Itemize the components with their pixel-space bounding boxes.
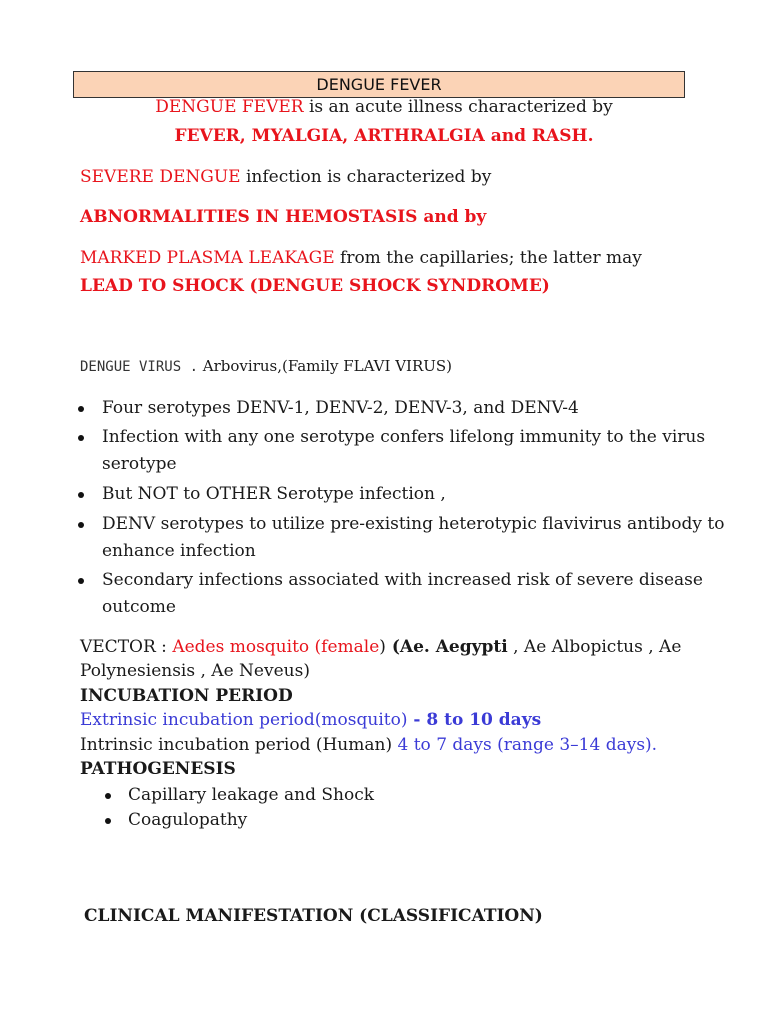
- document-title: DENGUE FEVER: [73, 71, 685, 98]
- dengue-virus-line: [80, 357, 452, 375]
- intrinsic-label: Intrinsic incubation period (Human): [80, 735, 398, 755]
- plasma-leakage-label: MARKED PLASMA LEAKAGE: [80, 248, 341, 268]
- severe-dengue-text: infection is characterized by: [240, 167, 492, 187]
- vector-species: Aedes mosquito (female: [172, 637, 380, 657]
- intro-dengue-fever: DENGUE FEVER: [155, 97, 304, 117]
- incubation-heading: INCUBATION PERIOD: [80, 686, 293, 706]
- extrinsic-incubation: [80, 710, 541, 730]
- vector-line: VECTOR : Aedes mosquito (female) (Ae. Aegypti , Ae Albopictus , Ae: [80, 637, 682, 657]
- vector-others: , Ae Albopictus , Ae: [507, 637, 682, 657]
- extrinsic-label: Extrinsic incubation period(mosquito): [80, 710, 408, 730]
- hemostasis-line: ABNORMALITIES IN HEMOSTASIS and by: [80, 207, 487, 227]
- intro-symptoms: FEVER, MYALGIA, ARTHRALGIA and RASH.: [174, 126, 594, 146]
- dengue-virus-label: DENGUE VIRUS .: [80, 359, 199, 375]
- extrinsic-value: - 8 to 10 days: [407, 710, 542, 730]
- vector-label: VECTOR :: [80, 637, 173, 657]
- shock-line: LEAD TO SHOCK (DENGUE SHOCK SYNDROME): [80, 276, 550, 296]
- list-item: DENV serotypes to utilize pre-existing heterotypic flavivirus antibody to enhance infection: [78, 511, 728, 565]
- severe-dengue-line: [80, 167, 491, 187]
- list-item: But NOT to OTHER Serotype infection ,: [78, 481, 728, 508]
- plasma-leakage-line: [80, 248, 642, 268]
- pathogenesis-heading: PATHOGENESIS: [80, 759, 236, 779]
- list-item: Coagulopathy: [105, 808, 247, 833]
- dengue-virus-family: Arbovirus,(Family FLAVI VIRUS): [198, 357, 453, 375]
- intrinsic-value: 4 to 7 days (range 3–14 days).: [397, 735, 658, 755]
- intro-text: is an acute illness characterized by: [303, 97, 613, 117]
- vector-aegypti: (Ae. Aegypti: [385, 637, 508, 657]
- vector-line-2: Polynesiensis , Ae Neveus): [80, 661, 310, 681]
- intrinsic-incubation: [80, 735, 657, 755]
- list-item: Capillary leakage and Shock: [105, 783, 374, 808]
- severe-dengue-label: SEVERE DENGUE: [80, 167, 241, 187]
- list-item: Four serotypes DENV-1, DENV-2, DENV-3, and DENV-4: [78, 395, 728, 422]
- list-item: Secondary infections associated with increased risk of severe disease outcome: [78, 567, 728, 621]
- intro-line-1: [0, 97, 768, 117]
- plasma-leakage-text: from the capillaries; the latter may: [340, 248, 642, 268]
- clinical-heading: CLINICAL MANIFESTATION (CLASSIFICATION): [84, 906, 543, 926]
- list-item: Infection with any one serotype confers lifelong immunity to the virus serotype: [78, 424, 728, 478]
